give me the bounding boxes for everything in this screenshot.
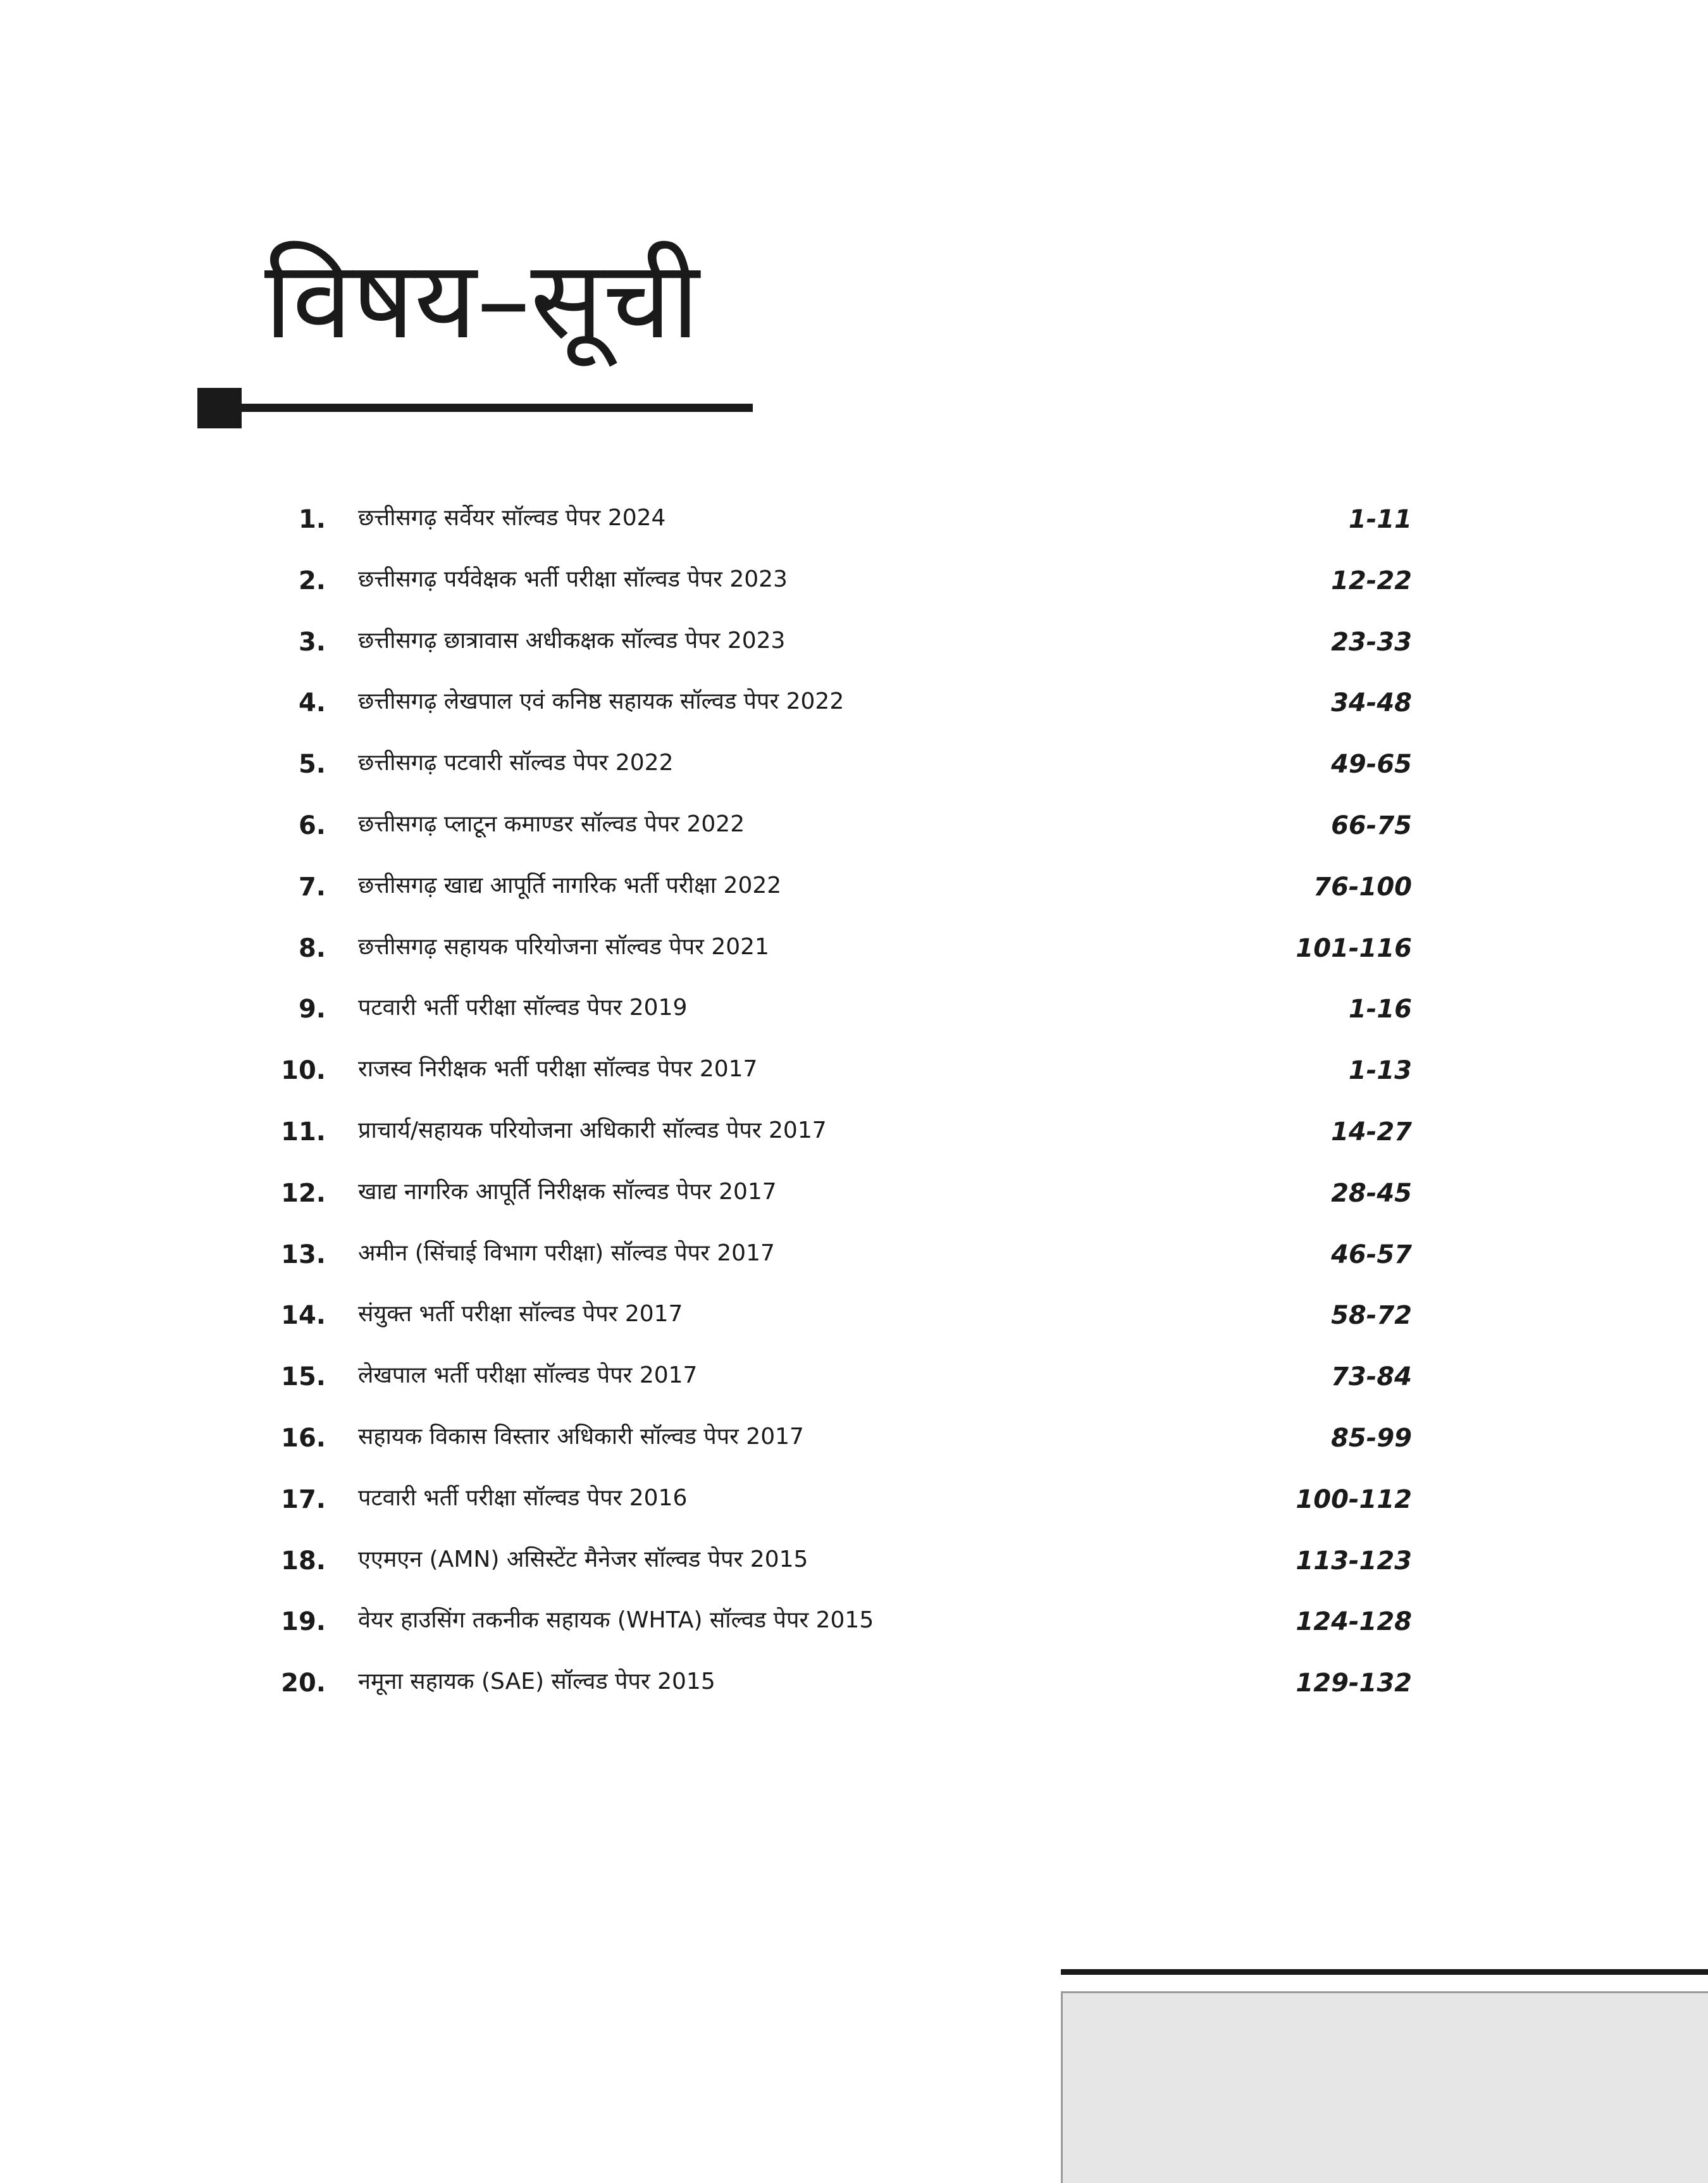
toc-entry[interactable] xyxy=(0,800,1708,862)
toc-entry-pages: 12-22 xyxy=(1331,566,1412,595)
toc-entry-title: छत्तीसगढ़ प्लाटून कमाण्डर सॉल्वड पेपर 2022 xyxy=(358,811,745,837)
toc-entry[interactable] xyxy=(0,1658,1708,1719)
toc-entry-title: नमूना सहायक (SAE) सॉल्वड पेपर 2015 xyxy=(358,1669,715,1695)
toc-entry-pages: 1-16 xyxy=(1348,995,1412,1024)
toc-entry[interactable] xyxy=(0,862,1708,923)
toc-entry-title: अमीन (सिंचाई विभाग परीक्षा) सॉल्वड पेपर 2017 xyxy=(358,1240,775,1266)
toc-entry-number: 4. xyxy=(298,688,326,718)
toc-entry[interactable] xyxy=(0,678,1708,739)
toc-entry[interactable] xyxy=(0,556,1708,617)
toc-entry[interactable] xyxy=(0,1352,1708,1413)
toc-entry-pages: 76-100 xyxy=(1313,872,1412,902)
toc-entry-title: एएमएन (AMN) असिस्टेंट मैनेजर सॉल्वड पेपर 2015 xyxy=(358,1546,808,1572)
toc-entry[interactable] xyxy=(0,1474,1708,1536)
toc-entry-number: 11. xyxy=(281,1117,326,1147)
footer-rule xyxy=(1061,1969,1708,1975)
toc-entry[interactable] xyxy=(0,1596,1708,1658)
toc-entry-pages: 1-13 xyxy=(1348,1056,1412,1086)
toc-entry-number: 14. xyxy=(281,1301,326,1331)
toc-entry-number: 6. xyxy=(298,811,326,840)
toc-entry-number: 10. xyxy=(281,1056,326,1086)
toc-entry-pages: 66-75 xyxy=(1331,811,1412,840)
toc-entry-pages: 129-132 xyxy=(1296,1669,1412,1698)
toc-entry-title: छत्तीसगढ़ सर्वेयर सॉल्वड पेपर 2024 xyxy=(358,505,666,531)
toc-entry-pages: 28-45 xyxy=(1331,1178,1412,1208)
toc-entry-pages: 23-33 xyxy=(1331,627,1412,657)
toc-entry-number: 19. xyxy=(281,1607,326,1637)
toc-entry[interactable] xyxy=(0,1168,1708,1229)
footer-panel xyxy=(1061,1991,1708,2183)
toc-entry-pages: 113-123 xyxy=(1296,1546,1412,1576)
toc-entry-title: प्राचार्य/सहायक परियोजना अधिकारी सॉल्वड पेपर 2017 xyxy=(358,1117,827,1143)
title-decoration-square xyxy=(197,388,242,428)
toc-entry-title: खाद्य नागरिक आपूर्ति निरीक्षक सॉल्वड पेपर 2017 xyxy=(358,1178,777,1205)
toc-entry-pages: 100-112 xyxy=(1296,1484,1412,1514)
toc-entry-number: 16. xyxy=(281,1423,326,1453)
toc-entry-number: 20. xyxy=(281,1669,326,1698)
toc-entry-title: छत्तीसगढ़ पटवारी सॉल्वड पेपर 2022 xyxy=(358,750,674,776)
toc-entry-pages: 124-128 xyxy=(1296,1607,1412,1637)
toc-entry-number: 9. xyxy=(298,995,326,1024)
toc-entry-title: पटवारी भर्ती परीक्षा सॉल्वड पेपर 2019 xyxy=(358,995,688,1021)
toc-entry-title: छत्तीसगढ़ लेखपाल एवं कनिष्ठ सहायक सॉल्वड पेपर 2022 xyxy=(358,688,845,715)
toc-entry-pages: 46-57 xyxy=(1331,1240,1412,1269)
toc-entry[interactable] xyxy=(0,1536,1708,1597)
toc-entry[interactable] xyxy=(0,1290,1708,1352)
toc-entry[interactable] xyxy=(0,494,1708,556)
toc-entry-title: वेयर हाउसिंग तकनीक सहायक (WHTA) सॉल्वड पेपर 2015 xyxy=(358,1607,874,1634)
toc-entry[interactable] xyxy=(0,617,1708,678)
table-of-contents xyxy=(0,494,1708,1719)
toc-entry-pages: 1-11 xyxy=(1348,505,1412,534)
toc-entry-number: 12. xyxy=(281,1178,326,1208)
toc-entry-pages: 49-65 xyxy=(1331,750,1412,780)
toc-entry-number: 2. xyxy=(298,566,326,595)
toc-entry-number: 7. xyxy=(298,872,326,902)
toc-entry[interactable] xyxy=(0,739,1708,800)
toc-entry-number: 3. xyxy=(298,627,326,657)
page-title: विषय–सूची xyxy=(264,238,700,363)
toc-entry[interactable] xyxy=(0,923,1708,985)
toc-entry-title: लेखपाल भर्ती परीक्षा सॉल्वड पेपर 2017 xyxy=(358,1362,698,1389)
toc-entry-title: छत्तीसगढ़ पर्यवेक्षक भर्ती परीक्षा सॉल्वड पेपर 2023 xyxy=(358,566,788,592)
toc-entry-pages: 58-72 xyxy=(1331,1301,1412,1331)
toc-entry[interactable] xyxy=(0,1107,1708,1168)
toc-entry[interactable] xyxy=(0,984,1708,1045)
toc-entry[interactable] xyxy=(0,1045,1708,1107)
toc-entry[interactable] xyxy=(0,1413,1708,1474)
toc-entry-number: 13. xyxy=(281,1240,326,1269)
toc-entry-number: 18. xyxy=(281,1546,326,1576)
toc-entry-pages: 101-116 xyxy=(1296,933,1412,963)
toc-entry-pages: 34-48 xyxy=(1331,688,1412,718)
toc-entry-number: 15. xyxy=(281,1362,326,1392)
title-underline-rule xyxy=(242,404,753,412)
toc-entry-pages: 85-99 xyxy=(1331,1423,1412,1453)
toc-entry-number: 5. xyxy=(298,750,326,780)
toc-entry-title: राजस्व निरीक्षक भर्ती परीक्षा सॉल्वड पेपर 2017 xyxy=(358,1056,758,1083)
toc-entry-number: 17. xyxy=(281,1484,326,1514)
toc-entry-number: 1. xyxy=(298,505,326,534)
toc-entry-pages: 73-84 xyxy=(1331,1362,1412,1392)
toc-entry-pages: 14-27 xyxy=(1331,1117,1412,1147)
toc-entry-title: पटवारी भर्ती परीक्षा सॉल्वड पेपर 2016 xyxy=(358,1484,688,1511)
toc-entry-title: छत्तीसगढ़ छात्रावास अधीकक्षक सॉल्वड पेपर 2023 xyxy=(358,627,786,654)
toc-entry-title: छत्तीसगढ़ सहायक परियोजना सॉल्वड पेपर 2021 xyxy=(358,933,769,960)
toc-entry-title: संयुक्त भर्ती परीक्षा सॉल्वड पेपर 2017 xyxy=(358,1301,683,1328)
toc-entry-number: 8. xyxy=(298,933,326,963)
toc-entry-title: सहायक विकास विस्तार अधिकारी सॉल्वड पेपर 2017 xyxy=(358,1423,804,1450)
toc-entry-title: छत्तीसगढ़ खाद्य आपूर्ति नागरिक भर्ती परीक्षा 2022 xyxy=(358,872,782,899)
toc-entry[interactable] xyxy=(0,1229,1708,1291)
